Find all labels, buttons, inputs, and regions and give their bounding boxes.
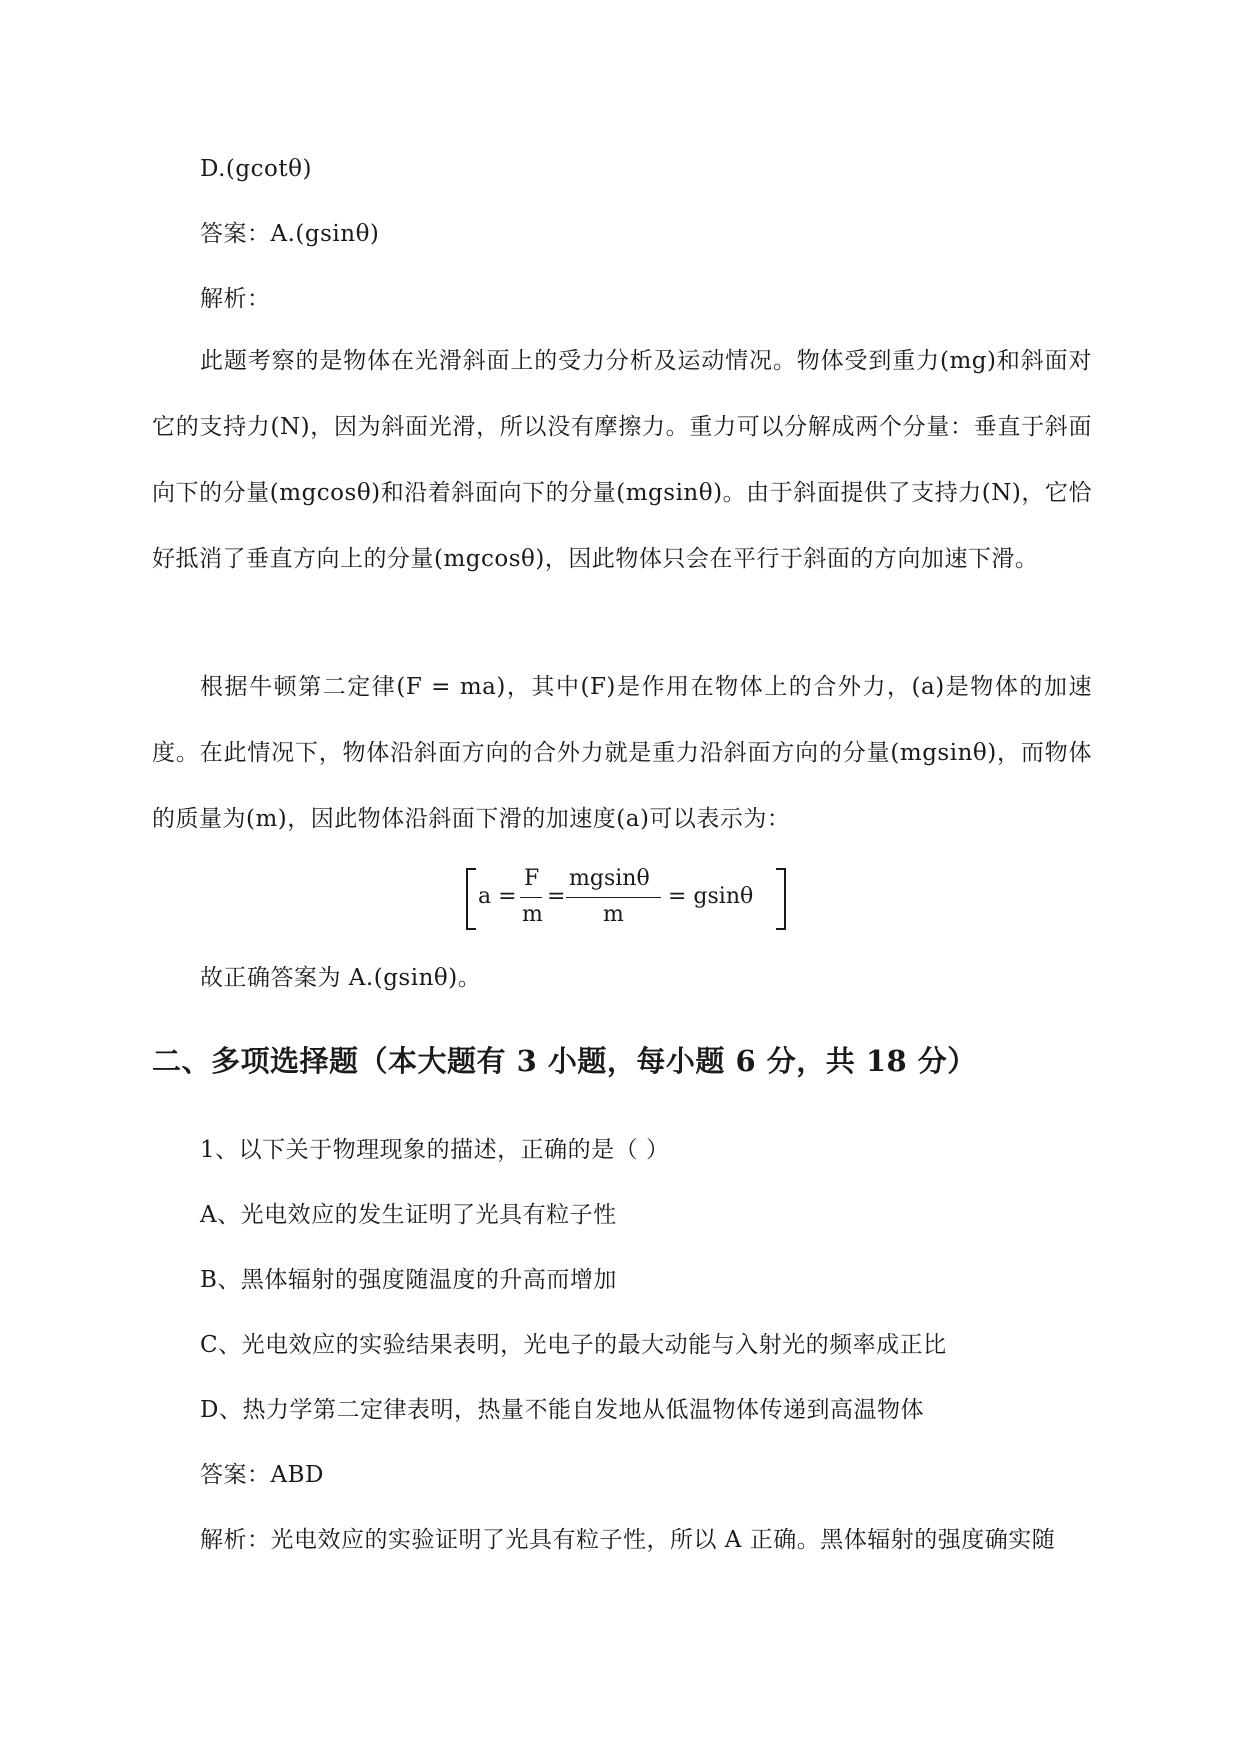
analysis-label: 解析： [200,286,271,312]
acceleration-formula [466,862,786,932]
formula-frac1-denominator: m [522,902,543,927]
option-d-q1: D、热力学第二定律表明，热量不能自发地从低温物体传递到高温物体 [200,1397,924,1423]
analysis-paragraph-2: 根据牛顿第二定律(F = ma)，其中(F)是作用在物体上的合外力，(a)是物体的加速度。在此情况下，物体沿斜面方向的合外力就是重力沿斜面方向的分量(mgsinθ)，而物体的质量为(m)，因此物体沿斜面下滑的加速度(a)可以表示为： [152,674,1092,832]
option-b: B、黑体辐射的强度随温度的升高而增加 [200,1267,617,1293]
formula-frac2-bar [566,897,661,898]
conclusion-line: 故正确答案为 A.(gsinθ)。 [200,965,482,991]
formula-right-bracket [776,868,786,930]
formula-equals-1: = [547,884,566,909]
formula-left-bracket [466,868,476,930]
formula-frac1-numerator: F [524,866,540,891]
answer-line: 答案：A.(gsinθ) [200,221,380,247]
question-stem: 1、以下关于物理现象的描述，正确的是（ ） [200,1137,670,1163]
option-d: D.(gcotθ) [200,156,312,182]
question-answer: 答案：ABD [200,1462,324,1488]
option-a: A、光电效应的发生证明了光具有粒子性 [200,1202,617,1228]
formula-result: = gsinθ [668,884,754,909]
formula-frac1-bar [520,897,542,898]
question-analysis: 解析：光电效应的实验证明了光具有粒子性，所以 A 正确。黑体辐射的强度确实随 [200,1527,1056,1553]
section-heading: 二、多项选择题（本大题有 3 小题，每小题 6 分，共 18 分） [152,1044,977,1078]
formula-frac2-denominator: m [603,902,624,927]
formula-frac2-numerator: mgsinθ [569,866,650,891]
formula-lhs: a = [478,884,517,909]
option-c: C、光电效应的实验结果表明，光电子的最大动能与入射光的频率成正比 [200,1332,947,1358]
analysis-paragraph-1: 此题考察的是物体在光滑斜面上的受力分析及运动情况。物体受到重力(mg)和斜面对它的支持力(N)，因为斜面光滑，所以没有摩擦力。重力可以分解成两个分量：垂直于斜面向下的分量(mgcosθ)和沿着斜面向下的分量(mgsinθ)。由于斜面提供了支持力(N)，它恰好抵消了垂直方向上的分量(mgcosθ)，因此物体只会在平行于斜面的方向加速下滑。 [152,348,1092,572]
